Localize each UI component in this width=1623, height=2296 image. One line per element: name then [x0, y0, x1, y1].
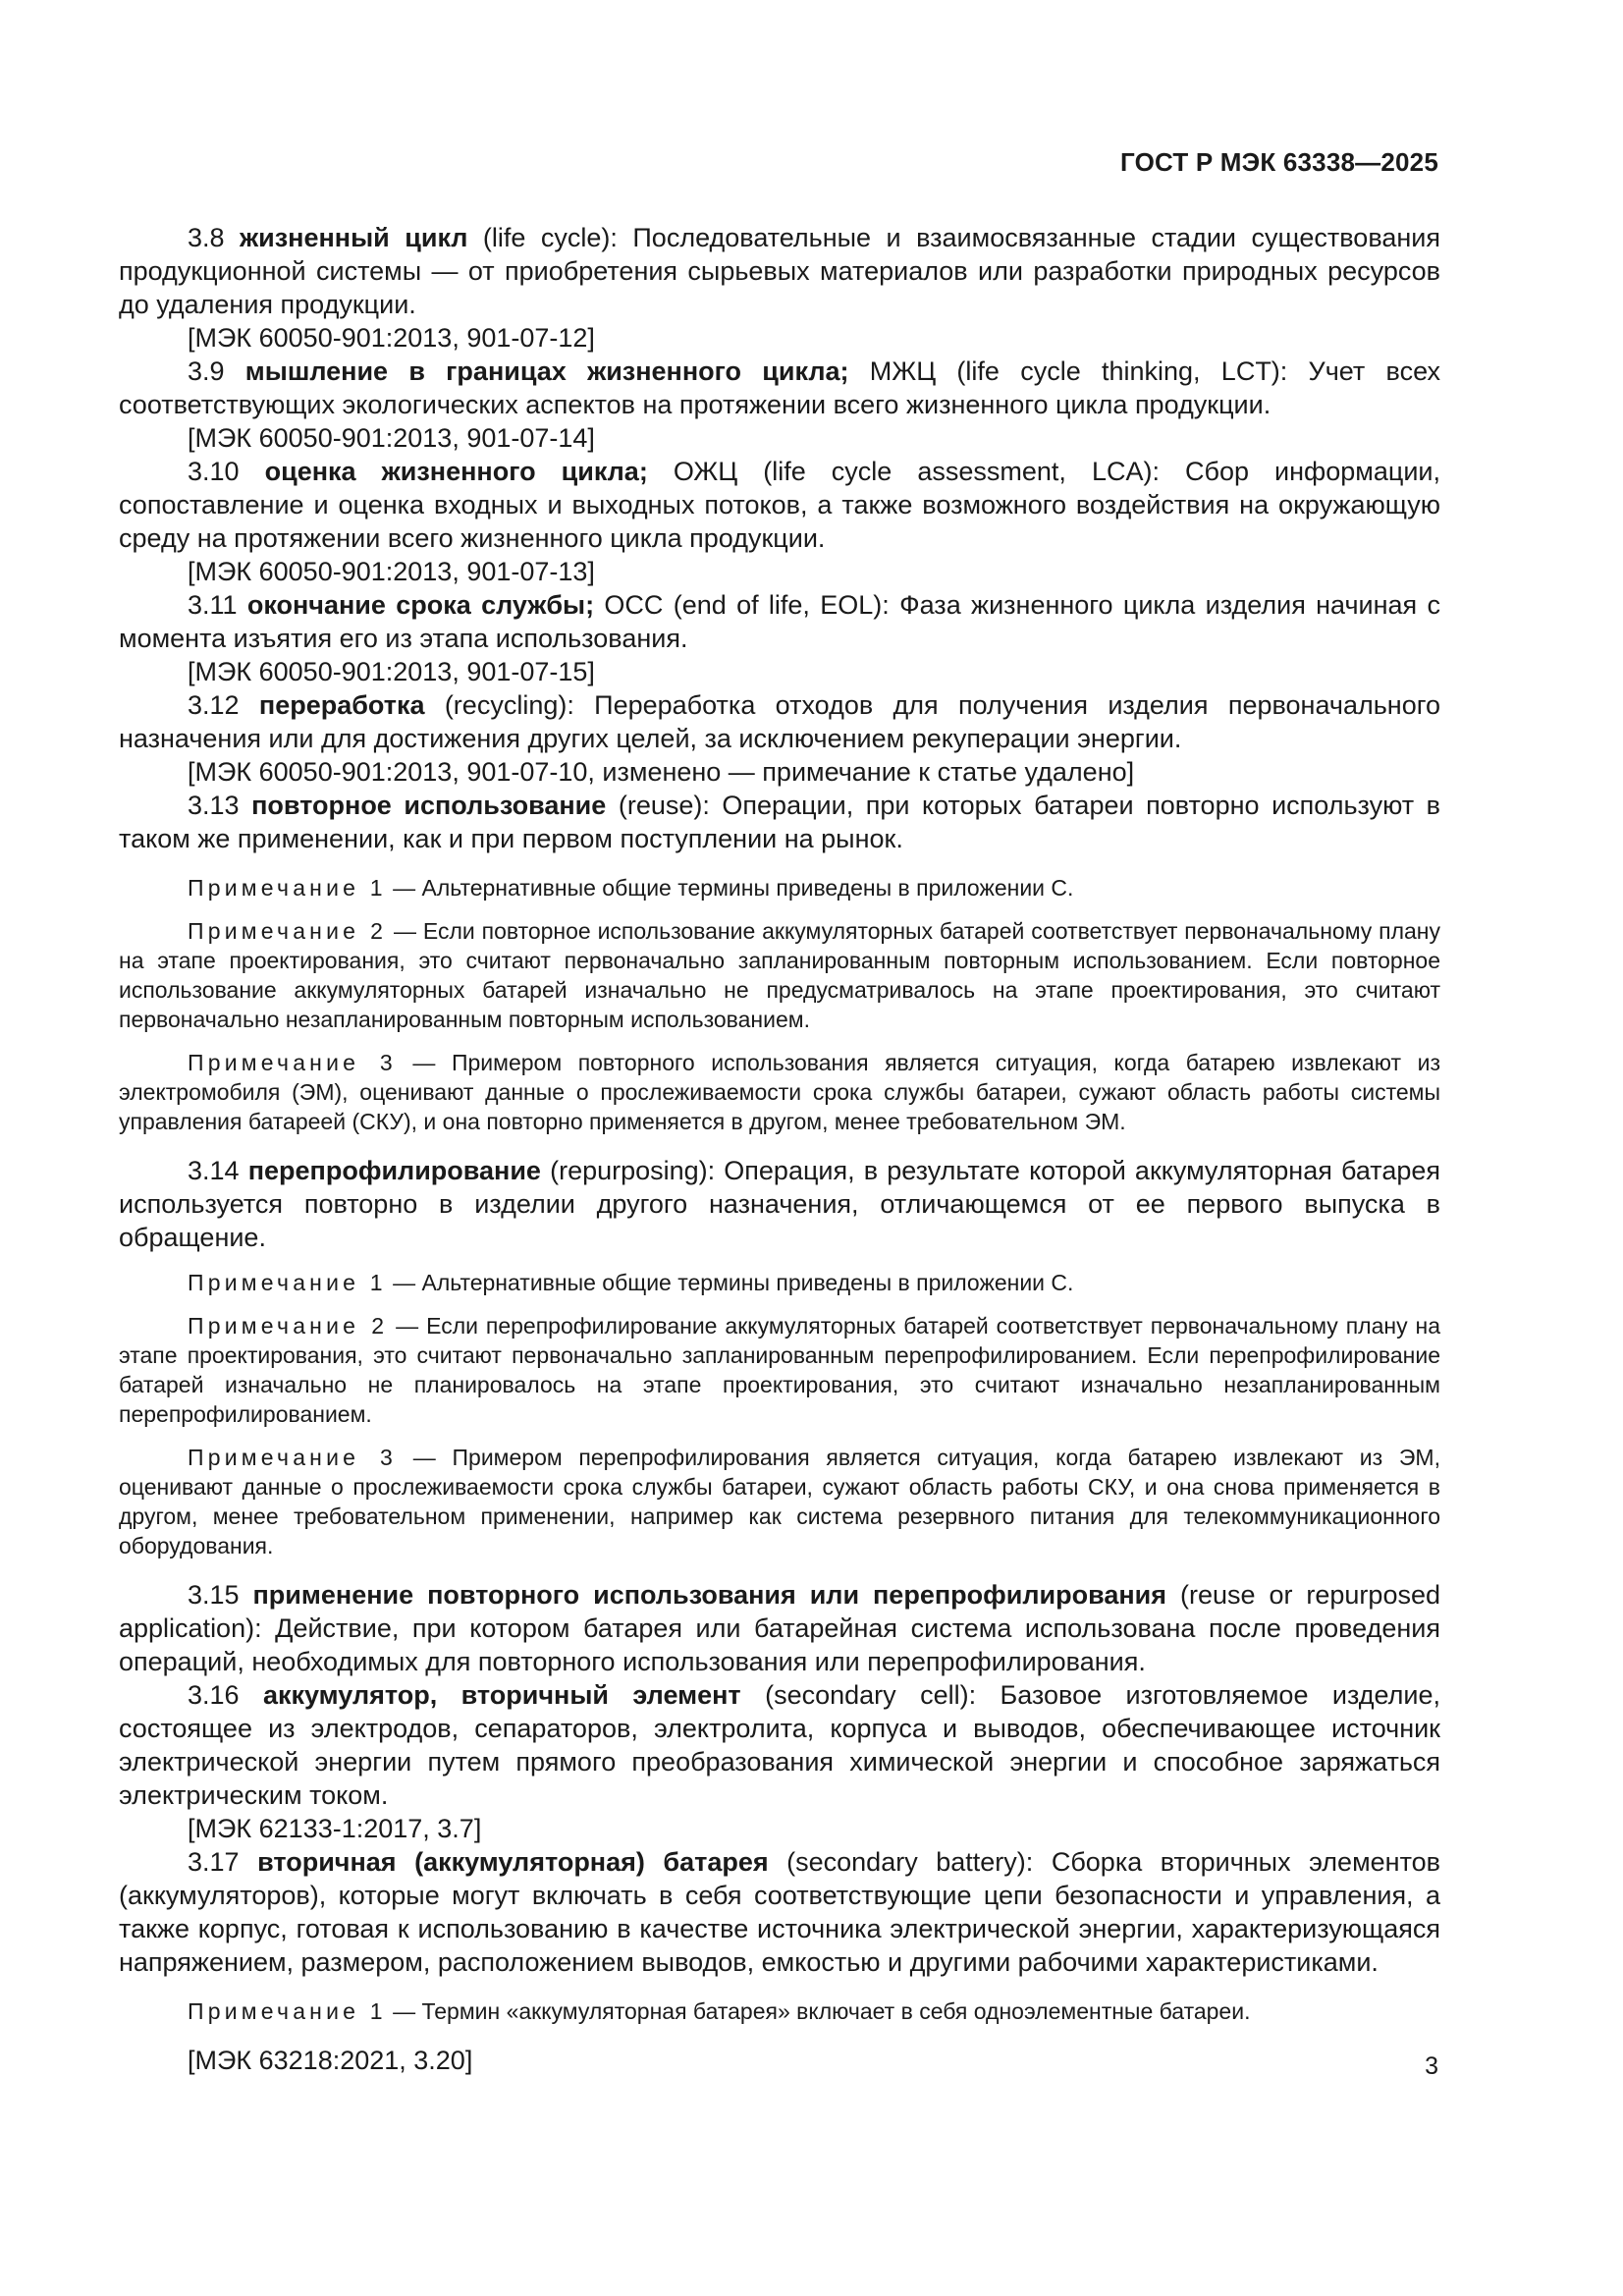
note-text: — Примером повторного использования является ситуация, когда батарею извлекают из электромобиля (ЭМ), оценивают данные о прослеживаемости срока службы батареи, сужают область работы системы управления батареей (СКУ), и она повторно применяется в другом, менее требовательном ЭМ.: [119, 1050, 1440, 1134]
note-text: — Если перепрофилирование аккумуляторных батарей соответствует первоначальному плану на этапе проектирования, это считают первоначально запланированным перепрофилированием. Если перепрофилирование батарей изначально не планировалось на этапе проектирования, это считают изначально незапланированным перепрофилированием.: [119, 1313, 1440, 1427]
note-label: Примечание 1: [188, 875, 387, 901]
term-source-ref: [МЭК 60050-901:2013, 901-07-14]: [188, 423, 595, 453]
note-label: Примечание 1: [188, 1270, 387, 1295]
note-text: — Альтернативные общие термины приведены в приложении С.: [386, 1270, 1074, 1295]
note-2: [119, 916, 1440, 1034]
note-3: [119, 1048, 1440, 1136]
note-text: — Альтернативные общие термины приведены в приложении С.: [386, 875, 1074, 901]
term-title: применение повторного использования или перепрофилирования: [252, 1580, 1167, 1610]
document-id-header: ГОСТ Р МЭК 63338—2025: [1119, 147, 1438, 177]
term-3-17: [119, 1845, 1440, 1979]
term-number: 3.12: [188, 690, 259, 720]
term-number: 3.9: [188, 356, 245, 386]
term-source-ref: [МЭК 60050-901:2013, 901-07-15]: [188, 657, 595, 686]
term-3-11: [119, 588, 1440, 655]
term-title: аккумулятор, вторичный элемент: [262, 1680, 741, 1710]
term-number: 3.16: [188, 1680, 263, 1710]
note-label: Примечание 3: [188, 1050, 397, 1075]
term-definition: (life cycle): Последовательные и взаимосвязанные стадии существования продукционной системы — от приобретения сырьевых материалов или разработки природных ресурсов до удаления продукции.: [119, 223, 1440, 319]
term-definition: (reuse): Операции, при которых батареи повторно используют в таком же применении, как и при первом поступлении на рынок.: [119, 791, 1441, 853]
page-number: 3: [1425, 2052, 1438, 2080]
term-title: перепрофилирование: [247, 1156, 541, 1185]
term-3-13: [119, 789, 1440, 855]
term-3-9: [119, 355, 1440, 421]
term-number: 3.11: [188, 590, 247, 620]
note-label: Примечание 2: [188, 1313, 389, 1339]
term-title: повторное использование: [251, 791, 607, 820]
term-source-ref: [МЭК 60050-901:2013, 901-07-13]: [188, 557, 595, 586]
note-text: — Примером перепрофилирования является ситуация, когда батарею извлекают из ЭМ, оценивают данные о прослеживаемости срока службы батареи, сужают область работы СКУ, и она снова применяется в другом, менее требовательном применении, например как система резервного питания для телекоммуникационного оборудования.: [119, 1445, 1440, 1558]
note-2: [119, 1311, 1440, 1429]
term-3-8: [119, 221, 1440, 321]
term-definition: ОЖЦ (life cycle assessment, LCA): Сбор информации, сопоставление и оценка входных и выходных потоков, а также возможного воздействия на окружающую среду на протяжении всего жизненного цикла продукции.: [119, 457, 1440, 553]
term-number: 3.10: [188, 457, 265, 486]
term-title: оценка жизненного цикла;: [264, 457, 648, 486]
note-label: Примечание 1: [188, 1998, 387, 2024]
term-definition: (secondary battery): Сборка вторичных элементов (аккумуляторов), которые могут включать в себя соответствующие цепи безопасности и управления, а также корпус, готовая к использованию в качестве источника электрической энергии, характеризующаяся напряжением, размером, расположением выводов, емкостью и другими рабочими характеристиками.: [119, 1847, 1440, 1977]
term-definition: (recycling): Переработка отходов для получения изделия первоначального назначения или для достижения других целей, за исключением рекуперации энергии.: [119, 690, 1440, 753]
note-1: [119, 1996, 1440, 2026]
term-3-15: [119, 1578, 1440, 1678]
term-title: окончание срока службы;: [246, 590, 595, 620]
note-text: — Термин «аккумуляторная батарея» включает в себя одноэлементные батареи.: [386, 1998, 1251, 2024]
note-text: — Если повторное использование аккумуляторных батарей соответствует первоначальному плану на этапе проектирования, это считают первоначально запланированным повторным использованием. Если повторное использование аккумуляторных батарей изначально не предусматривалось на этапе проектирования, это считают первоначально незапланированным повторным использованием.: [119, 918, 1440, 1032]
term-source-ref: [МЭК 60050-901:2013, 901-07-10, изменено — примечание к статье удалено]: [188, 757, 1135, 787]
term-3-16: [119, 1678, 1440, 1812]
note-label: Примечание 2: [188, 918, 388, 944]
term-title: жизненный цикл: [240, 223, 468, 252]
term-definition: (reuse or repurposed application): Действие, при котором батарея или батарейная система использована после проведения операций, необходимых для повторного использования или перепрофилирования.: [119, 1580, 1440, 1676]
term-3-14: [119, 1154, 1440, 1254]
term-definition: МЖЦ (life cycle thinking, LCT): Учет всех соответствующих экологических аспектов на протяжении всего жизненного цикла продукции.: [119, 356, 1440, 419]
term-source-ref: [МЭК 63218:2021, 3.20]: [188, 2046, 473, 2075]
note-1: [119, 1268, 1440, 1297]
term-definition: (secondary cell): Базовое изготовляемое изделие, состоящее из электродов, сепараторов, электролита, корпуса и выводов, обеспечивающее источник электрической энергии путем прямого преобразования химической энергии и способное заряжаться электрическим током.: [119, 1680, 1440, 1810]
note-1: [119, 873, 1440, 902]
term-3-12: [119, 688, 1440, 755]
term-3-10: [119, 455, 1440, 555]
note-3: [119, 1443, 1440, 1560]
term-source-ref: [МЭК 60050-901:2013, 901-07-12]: [188, 323, 595, 353]
term-definition: (repurposing): Операция, в результате которой аккумуляторная батарея используется повторно в изделии другого назначения, отличающемся от ее первого выпуска в обращение.: [119, 1156, 1440, 1252]
term-number: 3.15: [188, 1580, 253, 1610]
term-definition: ОСС (end of life, EOL): Фаза жизненного цикла изделия начиная с момента изъятия его из этапа использования.: [119, 590, 1440, 653]
term-title: переработка: [258, 690, 425, 720]
terms-section: [119, 221, 1440, 2077]
note-label: Примечание 3: [188, 1445, 398, 1470]
term-number: 3.13: [188, 791, 252, 820]
term-number: 3.8: [188, 223, 241, 252]
term-number: 3.17: [188, 1847, 258, 1877]
term-title: мышление в границах жизненного цикла;: [244, 356, 849, 386]
term-number: 3.14: [188, 1156, 248, 1185]
term-source-ref: [МЭК 62133-1:2017, 3.7]: [188, 1814, 482, 1843]
term-title: вторичная (аккумуляторная) батарея: [257, 1847, 769, 1877]
